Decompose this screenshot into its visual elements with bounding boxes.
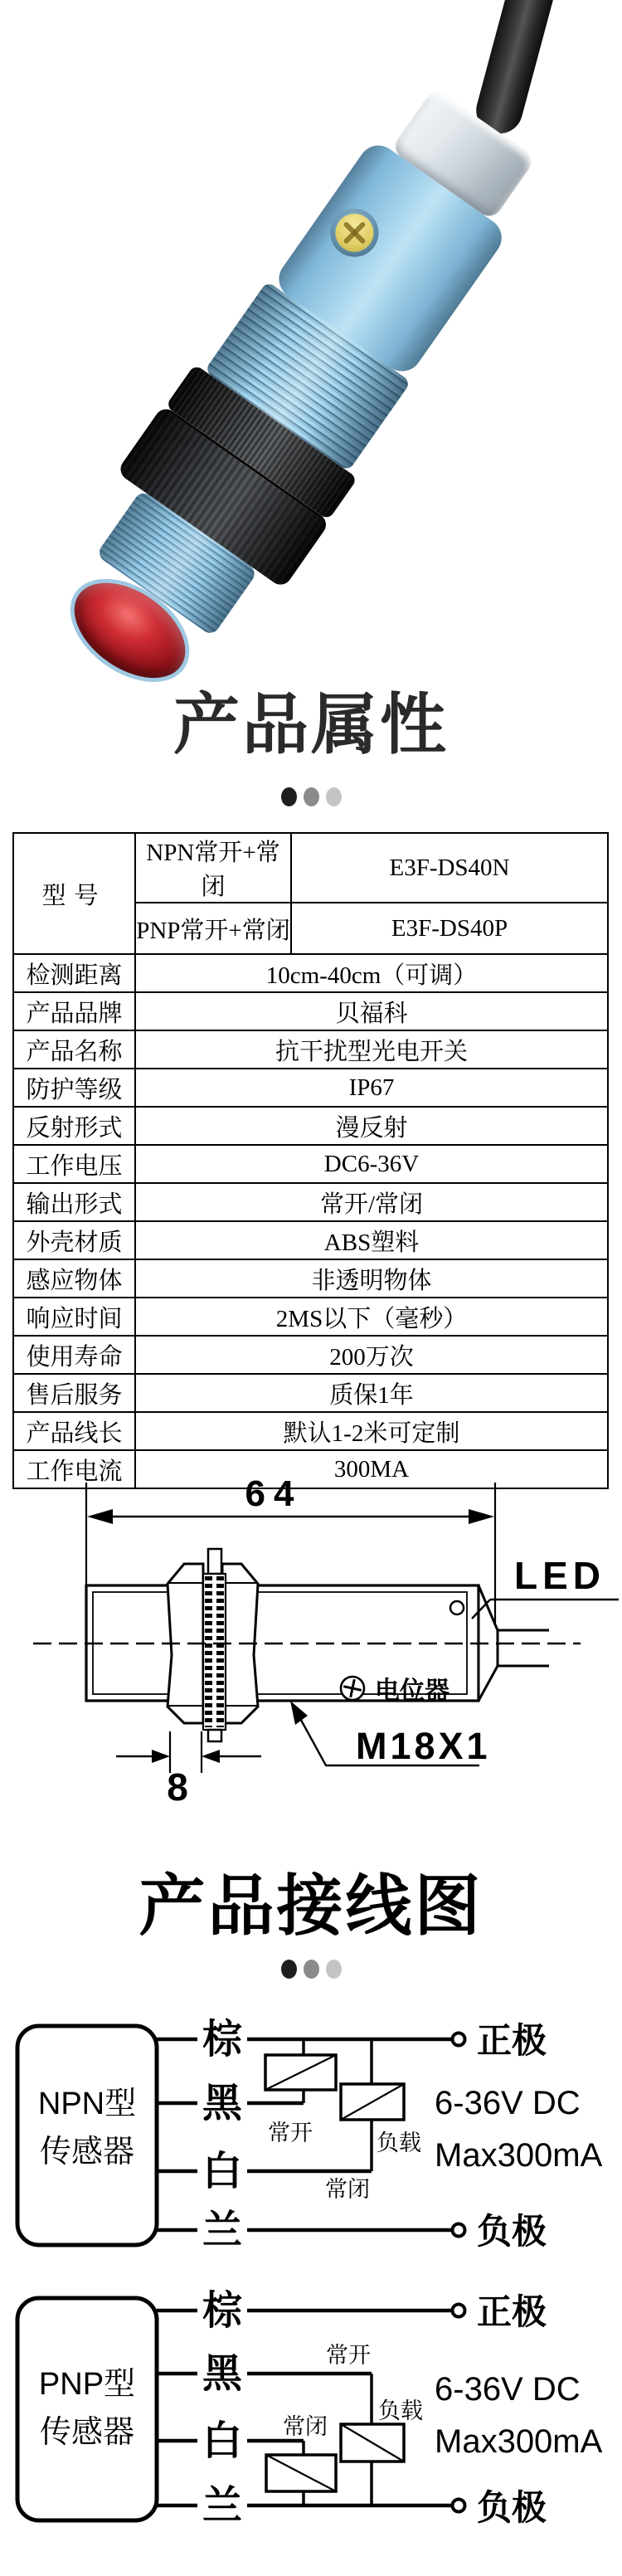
table-row [13, 1069, 608, 1107]
load-label: 负载 [377, 2130, 421, 2155]
load-box-diagonal [266, 2455, 336, 2491]
pnp-sensor-box [17, 2298, 157, 2520]
spec-value: 默认1-2米可定制 [135, 1412, 608, 1450]
spec-value: 300MA [135, 1450, 608, 1488]
spec-label: 工作电压 [13, 1145, 135, 1183]
spec-value: IP67 [135, 1069, 608, 1107]
pnp-box-label-1: PNP型 [38, 2367, 136, 2402]
spec-value: 质保1年 [135, 1374, 608, 1412]
spec-value: 10cm-40cm（可调） [135, 954, 608, 992]
wire-label-white: 白 [202, 2150, 243, 2194]
normally-closed-label: 常闭 [283, 2414, 328, 2439]
sensor-cable [471, 0, 566, 139]
spec-label: 工作电流 [13, 1450, 135, 1488]
spec-model-type: PNP常开+常闭 [135, 903, 291, 954]
table-row [13, 1412, 608, 1450]
carousel-dot [326, 1960, 342, 1979]
negative-label: 负极 [477, 2488, 547, 2527]
spec-model-type: NPN常开+常闭 [135, 833, 291, 903]
wire-label-blue: 兰 [202, 2208, 243, 2252]
wire-label-black: 黑 [202, 2082, 243, 2126]
wire-label-black: 黑 [202, 2352, 243, 2396]
section-title-wiring: 产品接线图 [138, 1869, 484, 1943]
supply-voltage-label: 6-36V DC [435, 2371, 581, 2408]
table-row [13, 1145, 608, 1183]
wire-label-brown: 棕 [202, 2018, 243, 2062]
spec-value: 漫反射 [135, 1107, 608, 1145]
arrowhead-icon [202, 1750, 220, 1763]
terminal-negative [453, 2224, 465, 2237]
terminal-positive [453, 2305, 465, 2317]
table-row [13, 1183, 608, 1221]
spec-label: 产品线长 [13, 1412, 135, 1450]
npn-wiring-diagram [0, 2008, 622, 2294]
spec-label: 输出形式 [13, 1183, 135, 1221]
pnp-wiring-diagram [0, 2290, 622, 2576]
dim-total-length: 64 [245, 1473, 303, 1514]
sensor-body-assembly [50, 61, 574, 680]
max-current-label: Max300mA [435, 2137, 603, 2174]
table-row [13, 1336, 608, 1374]
spec-label: 反射形式 [13, 1107, 135, 1145]
table-row [13, 833, 608, 903]
spec-value: 贝福科 [135, 992, 608, 1030]
wire-label-brown: 棕 [202, 2290, 243, 2333]
carousel-dot [326, 787, 342, 806]
terminal-positive [453, 2033, 465, 2046]
spec-label: 售后服务 [13, 1374, 135, 1412]
spec-label: 检测距离 [13, 954, 135, 992]
normally-closed-label: 常闭 [325, 2177, 370, 2202]
spec-label: 产品品牌 [13, 992, 135, 1030]
arrowhead-left-icon [87, 1509, 113, 1524]
carousel-dot [304, 1960, 319, 1979]
spec-label: 防护等级 [13, 1069, 135, 1107]
terminal-negative [453, 2500, 465, 2512]
spec-label: 外壳材质 [13, 1221, 135, 1259]
spec-label-model: 型号 [13, 833, 135, 954]
spec-label: 产品名称 [13, 1030, 135, 1069]
spec-value: ABS塑料 [135, 1221, 608, 1259]
spec-value: 常开/常闭 [135, 1183, 608, 1221]
carousel-dots [0, 787, 622, 806]
table-row [13, 992, 608, 1030]
table-row [13, 1259, 608, 1298]
spec-value: 2MS以下（毫秒） [135, 1298, 608, 1336]
pnp-box-label-2: 传感器 [39, 2415, 135, 2450]
npn-box-label-1: NPN型 [37, 2087, 137, 2121]
arrowhead-right-icon [469, 1509, 494, 1524]
carousel-dots [0, 1960, 622, 1979]
table-row [13, 1298, 608, 1336]
carousel-dot [281, 787, 297, 806]
table-row [13, 954, 608, 992]
product-photo [0, 0, 622, 643]
arrowhead-icon [152, 1750, 170, 1763]
spec-value: 非透明物体 [135, 1259, 608, 1298]
normally-open-label: 常开 [268, 2121, 313, 2145]
load-box-diagonal [265, 2055, 336, 2090]
spec-model-value: E3F-DS40N [291, 833, 608, 903]
negative-label: 负极 [477, 2212, 547, 2251]
led-indicator [450, 1601, 464, 1614]
led-label: LED [514, 1554, 605, 1597]
spec-value: 200万次 [135, 1336, 608, 1374]
thread-spec-label: M18X1 [356, 1725, 491, 1767]
spec-label: 响应时间 [13, 1298, 135, 1336]
spec-table [12, 832, 609, 1489]
section-title-attributes: 产品属性 [173, 688, 449, 762]
positive-label: 正极 [477, 2021, 547, 2060]
carousel-dot [304, 787, 319, 806]
potentiometer-screw [328, 207, 381, 260]
table-row [13, 1221, 608, 1259]
spec-value: 抗干扰型光电开关 [135, 1030, 608, 1069]
spec-label: 使用寿命 [13, 1336, 135, 1374]
table-row [13, 1374, 608, 1412]
load-label: 负载 [378, 2398, 423, 2423]
leader-arrowhead-icon [290, 1701, 308, 1725]
normally-open-label: 常开 [326, 2343, 371, 2368]
supply-voltage-label: 6-36V DC [435, 2085, 581, 2121]
spec-value: DC6-36V [135, 1145, 608, 1183]
wire-label-blue: 兰 [202, 2484, 243, 2528]
thread-column-top [208, 1549, 221, 1574]
thread-column-bottom [208, 1730, 221, 1741]
load-box-diagonal [341, 2084, 404, 2120]
max-current-label: Max300mA [435, 2423, 603, 2460]
load-box-diagonal [341, 2424, 404, 2462]
spec-model-value: E3F-DS40P [291, 903, 608, 954]
table-row [13, 1030, 608, 1069]
table-row [13, 1107, 608, 1145]
dimension-drawing [0, 1458, 622, 1814]
potentiometer-label: 电位器 [375, 1678, 449, 1705]
carousel-dot [281, 1960, 297, 1979]
positive-label: 正极 [477, 2292, 547, 2331]
npn-box-label-2: 传感器 [39, 2135, 135, 2169]
potentiometer-recess [321, 199, 388, 266]
wire-label-white: 白 [202, 2419, 243, 2463]
spec-label: 感应物体 [13, 1259, 135, 1298]
dim-thread-length: 8 [167, 1765, 188, 1809]
